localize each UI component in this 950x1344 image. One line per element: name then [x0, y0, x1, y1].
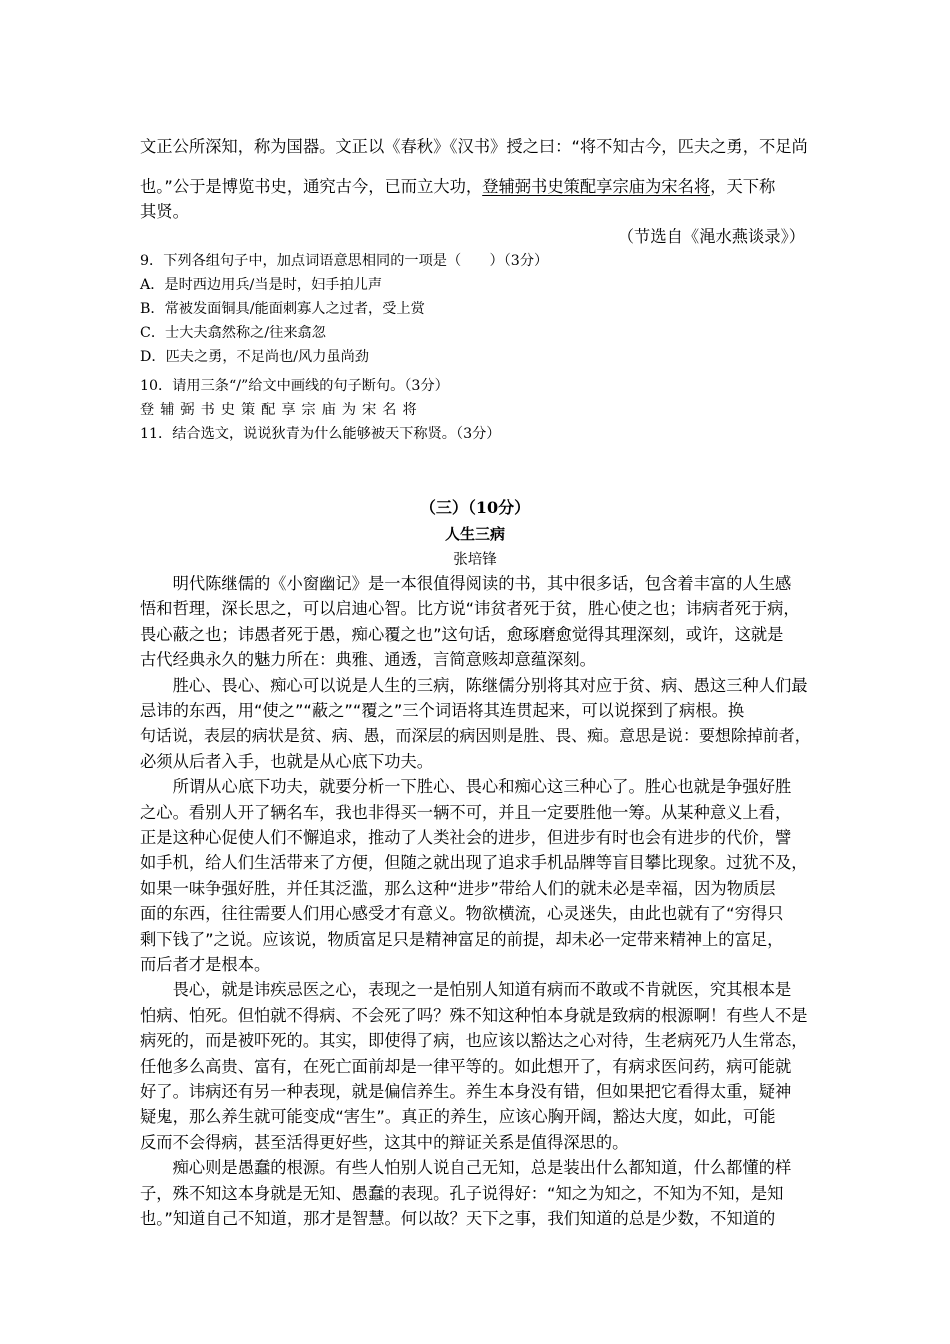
- article-line: 之心。看别人开了辆名车，我也非得买一辆不可，并且一定要胜他一筹。从某种意义上看，: [140, 803, 792, 822]
- question-9-option-b: B．常被发面铜具/能面刺寡人之过者，受上赏: [140, 301, 425, 317]
- article-line: 必须从后者入手，也就是从心底下功夫。: [140, 752, 434, 771]
- question-11: 11．结合选文，说说狄青为什么能够被天下称贤。（3分）: [140, 426, 501, 442]
- question-10: 10．请用三条“/”给文中画线的句子断句。（3分）: [140, 378, 449, 394]
- passage-source: （节选自《渑水燕谈录》）: [617, 227, 805, 246]
- article-line: 好了。讳病还有另一种表现，就是偏信养生。养生本身没有错，但如果把它看得太重，疑神: [140, 1082, 792, 1101]
- question-9-option-d: D．匹夫之勇，不足尚也/风力虽尚劲: [140, 349, 369, 365]
- article-line: 明代陈继儒的《小窗幽记》是一本很值得阅读的书，其中很多话，包含着丰富的人生感: [140, 574, 792, 593]
- article-line: 痴心则是愚蠢的根源。有些人怕别人说自己无知，总是装出什么都知道，什么都懂的样: [140, 1158, 792, 1177]
- article-line: 疑鬼，那么养生就可能变成“害生”。真正的养生，应该心胸开阔，豁达大度，如此，可能: [140, 1107, 776, 1126]
- article-line: 反而不会得病，甚至活得更好些，这其中的辩证关系是值得深思的。: [140, 1133, 629, 1152]
- article-line: 如果一味争强好胜，并任其泛滥，那么这种“进步”带给人们的就未必是幸福，因为物质层: [140, 879, 776, 898]
- article-line: 任他多么高贵、富有，在死亡面前却是一律平等的。如此想开了，有病求医问药，病可能就: [140, 1057, 792, 1076]
- article-line: 胜心、畏心、痴心可以说是人生的三病，陈继儒分别将其对应于贫、病、愚这三种人们最: [140, 676, 808, 695]
- article-line: 畏心，就是讳疾忌医之心，表现之一是怕别人知道有病而不敢或不肯就医，究其根本是: [140, 980, 792, 999]
- article-line: 畏心蔽之也；讳愚者死于愚，痴心覆之也”这句话，愈琢磨愈觉得其理深刻，或许，这就是: [140, 625, 784, 644]
- article-line: 忌讳的东西，用“使之”“蔽之”“覆之”三个词语将其连贯起来，可以说探到了病根。换: [140, 701, 745, 720]
- article-line: 句话说，表层的病状是贫、病、愚，而深层的病因则是胜、畏、痴。意思是说：要想除掉前者，: [140, 726, 811, 745]
- question-9-option-a: A．是时西边用兵/当是时，妇手拍儿声: [140, 277, 383, 293]
- article-line: 病死的，而是被吓死的。其实，即使得了病，也应该以豁达之心对待，生老病死乃人生常态，: [140, 1031, 808, 1050]
- passage-line-2-post: ，天下称: [710, 177, 776, 196]
- article-line: 如手机，给人们生活带来了方便，但随之就出现了追求手机品牌等盲目攀比现象。过犹不及，: [140, 853, 808, 872]
- passage-line-1: 文正公所深知，称为国器。文正以《春秋》《汉书》授之曰：“将不知古今，匹夫之勇，不足尚: [140, 137, 808, 156]
- underlined-sentence: 登辅弼书史策配享宗庙为宋名将: [482, 177, 711, 196]
- article-line: 子，殊不知这本身就是无知、愚蠢的表现。孔子说得好：“知之为知之，不知为不知，是知: [140, 1184, 784, 1203]
- article-line: 悟和哲理，深长思之，可以启迪心智。比方说“讳贫者死于贫，胜心使之也；讳病者死于病，: [140, 599, 800, 618]
- article-line: 剩下钱了”之说。应该说，物质富足只是精神富足的前提，却未必一定带来精神上的富足，: [140, 930, 784, 949]
- article-author: 张培锋: [453, 552, 497, 568]
- article-line: 正是这种心促使人们不懈追求，推动了人类社会的进步，但进步有时也会有进步的代价，譬: [140, 828, 792, 847]
- article-line: 所谓从心底下功夫，就要分析一下胜心、畏心和痴心这三种心了。胜心也就是争强好胜: [140, 777, 792, 796]
- question-9-option-c: C．士大夫翕然称之/往来翕忽: [140, 325, 326, 341]
- passage-line-2-pre: 也。”公于是博览书史，通究古今，已而立大功，: [140, 177, 483, 196]
- article-line: 古代经典永久的魅力所在：典雅、通透，言简意赅却意蕴深刻。: [140, 650, 596, 669]
- section-heading: （三）（10分）: [419, 498, 531, 517]
- article-line: 面的东西，往往需要人们用心感受才有意义。物欲横流，心灵迷失，由此也就有了“穷得只: [140, 904, 784, 923]
- question-9: 9．下列各组句子中，加点词语意思相同的一项是（ ）（3分）: [140, 253, 549, 269]
- article-line: 而后者才是根本。: [140, 955, 271, 974]
- article-title: 人生三病: [444, 525, 505, 543]
- question-10-sentence: 登辅弼书史策配享宗庙为宋名将: [140, 402, 423, 418]
- passage-line-3: 其贤。: [140, 202, 189, 221]
- article-line: 也。”知道自己不知道，那才是智慧。何以故？天下之事，我们知道的总是少数，不知道的: [140, 1209, 776, 1228]
- passage-line-2: [140, 176, 775, 198]
- article-line: 怕病、怕死。但怕就不得病、不会死了吗？殊不知这种怕本身就是致病的根源啊！有些人不是: [140, 1006, 808, 1025]
